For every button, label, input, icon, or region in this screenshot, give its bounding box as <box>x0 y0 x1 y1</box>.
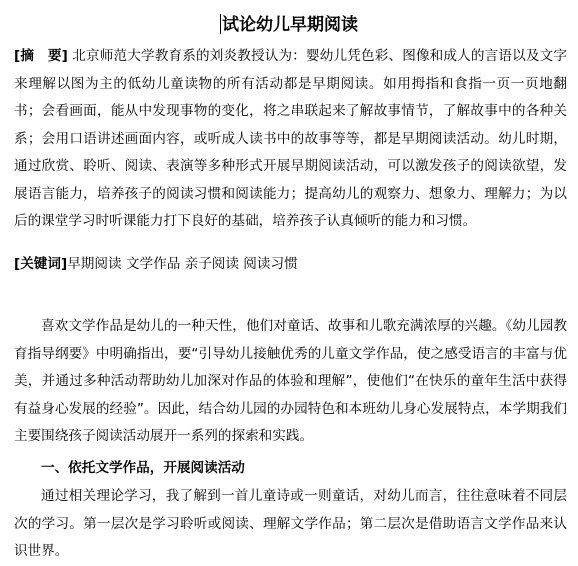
abstract-label: [摘 要] <box>14 48 68 64</box>
abstract-text: 北京师范大学教育系的刘炎教授认为：婴幼儿凭色彩、图像和成人的言语以及文字来理解以图为主的低幼儿童读物的所有活动都是早期阅读。如用拇指和食指一页一页地翻书；会看画面，能从中发现事物的变化，将之串联起来了解故事情节，了解故事中的各种关系；会用口语讲述画面内容，或听成人读书中的故事等等，都是早期阅读活动。幼儿时期，通过欣赏、聆听、阅读、表演等多种形式开展早期阅读活动，可以激发孩子的阅读欲望，发展语言能力，培养孩子的阅读习惯和阅读能力；提高幼儿的观察力、想象力、理解力；为以后的课堂学习时听课能力打下良好的基础，培养孩子认真倾听的能力和习惯。 <box>14 48 567 229</box>
body-paragraph-1[interactable]: 喜欢文学作品是幼儿的一种天性，他们对童话、故事和儿歌充满浓厚的兴趣。《幼儿园教育指导纲要》中明确指出，要“引导幼儿接触优秀的儿童文学作品，使之感受语言的丰富与优美，并通过多种活动帮助幼儿加深对作品的体验和理解”，使他们“在快乐的童年生活中获得有益身心发展的经验”。因此，结合幼儿园的办园特色和本班幼儿身心发展特点，本学期我们主要围绕孩子阅读活动展开一系列的探索和实践。 <box>14 318 567 444</box>
keywords-text: 早期阅读 文学作品 亲子阅读 阅读习惯 <box>67 256 298 272</box>
abstract-paragraph[interactable] <box>14 43 567 236</box>
document-title[interactable]: 试论幼儿早期阅读 <box>222 15 358 35</box>
document-title-line <box>0 13 578 37</box>
text-cursor <box>220 14 221 34</box>
keywords-label: [关键词] <box>14 256 68 272</box>
section-heading-1[interactable]: 一、依托文学作品，开展阅读活动 <box>41 460 245 476</box>
keywords-line[interactable] <box>14 251 567 279</box>
body-paragraph-2[interactable]: 通过相关理论学习，我了解到一首儿童诗或一则童话，对幼儿而言，往往意味着不同层次的学习。第一层次是学习聆听或阅读、理解文学作品；第二层次是借助语言文学作品来认识世界。 <box>14 488 567 559</box>
